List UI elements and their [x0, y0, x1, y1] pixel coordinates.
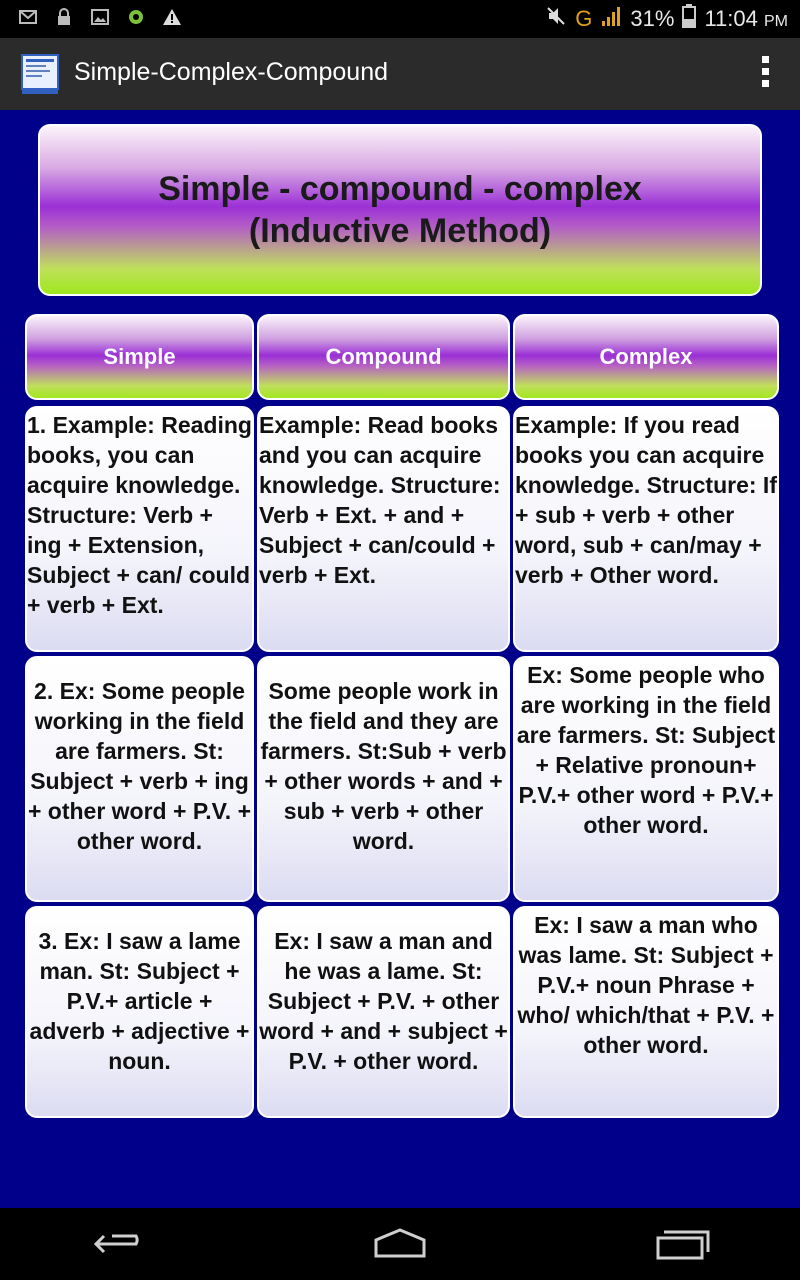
warning-icon — [162, 7, 182, 27]
banner-subtitle: (Inductive Method) — [248, 212, 552, 250]
cell-compound-3[interactable]: Ex: I saw a man and he was a lame. St: Subject + P.V. + other word + and + subject + P.V. + other word. — [257, 906, 510, 1118]
mail-icon — [18, 7, 38, 27]
cell-compound-2[interactable]: Some people work in the field and they are farmers. St:Sub + verb + other words + and + sub + verb + other word. — [257, 656, 510, 902]
back-icon[interactable] — [92, 1226, 152, 1262]
cell-complex-3[interactable]: Ex: I saw a man who was lame. St: Subject + P.V.+ noun Phrase + who/ which/that + P.V. + other word. — [513, 906, 779, 1118]
signal-icon — [600, 5, 622, 33]
cell-simple-1[interactable]: 1. Example: Reading books, you can acquire knowledge. Structure: Verb + ing + Extension, Subject + can/ could + verb + Ext. — [25, 406, 254, 652]
overflow-menu-icon[interactable] — [762, 56, 770, 92]
lock-icon — [54, 7, 74, 27]
banner-title: Simple - compound - complex — [158, 170, 642, 208]
battery-percent: 31% — [630, 6, 675, 31]
cell-simple-2[interactable]: 2. Ex: Some people working in the field are farmers. St: Subject + verb + ing + other word + P.V. + other word. — [25, 656, 254, 902]
cell-complex-1[interactable]: Example: If you read books you can acquire knowledge. Structure: If + sub + verb + other word, sub + can/may + verb + Other word. — [513, 406, 779, 652]
recent-apps-icon[interactable] — [652, 1226, 712, 1262]
cell-simple-3[interactable]: 3. Ex: I saw a lame man. St: Subject + P.V.+ article + adverb + adjective + noun. — [25, 906, 254, 1118]
title-banner — [38, 124, 762, 296]
app-title: Simple-Complex-Compound — [74, 58, 389, 86]
home-icon[interactable] — [370, 1226, 430, 1262]
network-type: G — [575, 6, 593, 31]
column-header-complex: Complex — [513, 314, 779, 400]
cell-complex-2[interactable]: Ex: Some people who are working in the field are farmers. St: Subject + Relative pronoun+ P.V.+ other word + P.V.+ other word. — [513, 656, 779, 902]
battery-icon — [682, 4, 696, 34]
image-icon — [90, 7, 110, 27]
main-content — [0, 110, 800, 1208]
column-header-simple: Simple — [25, 314, 254, 400]
navigation-bar — [0, 1208, 800, 1280]
app-logo-icon[interactable] — [20, 53, 60, 95]
status-bar — [0, 0, 800, 38]
column-header-compound: Compound — [257, 314, 510, 400]
cell-compound-1[interactable]: Example: Read books and you can acquire knowledge. Structure: Verb + Ext. + and + Subject + can/could + verb + Ext. — [257, 406, 510, 652]
clock: 11:04 PM — [704, 6, 788, 31]
app-bar — [0, 38, 800, 110]
puzzle-icon — [126, 7, 146, 27]
mute-icon — [545, 5, 567, 33]
